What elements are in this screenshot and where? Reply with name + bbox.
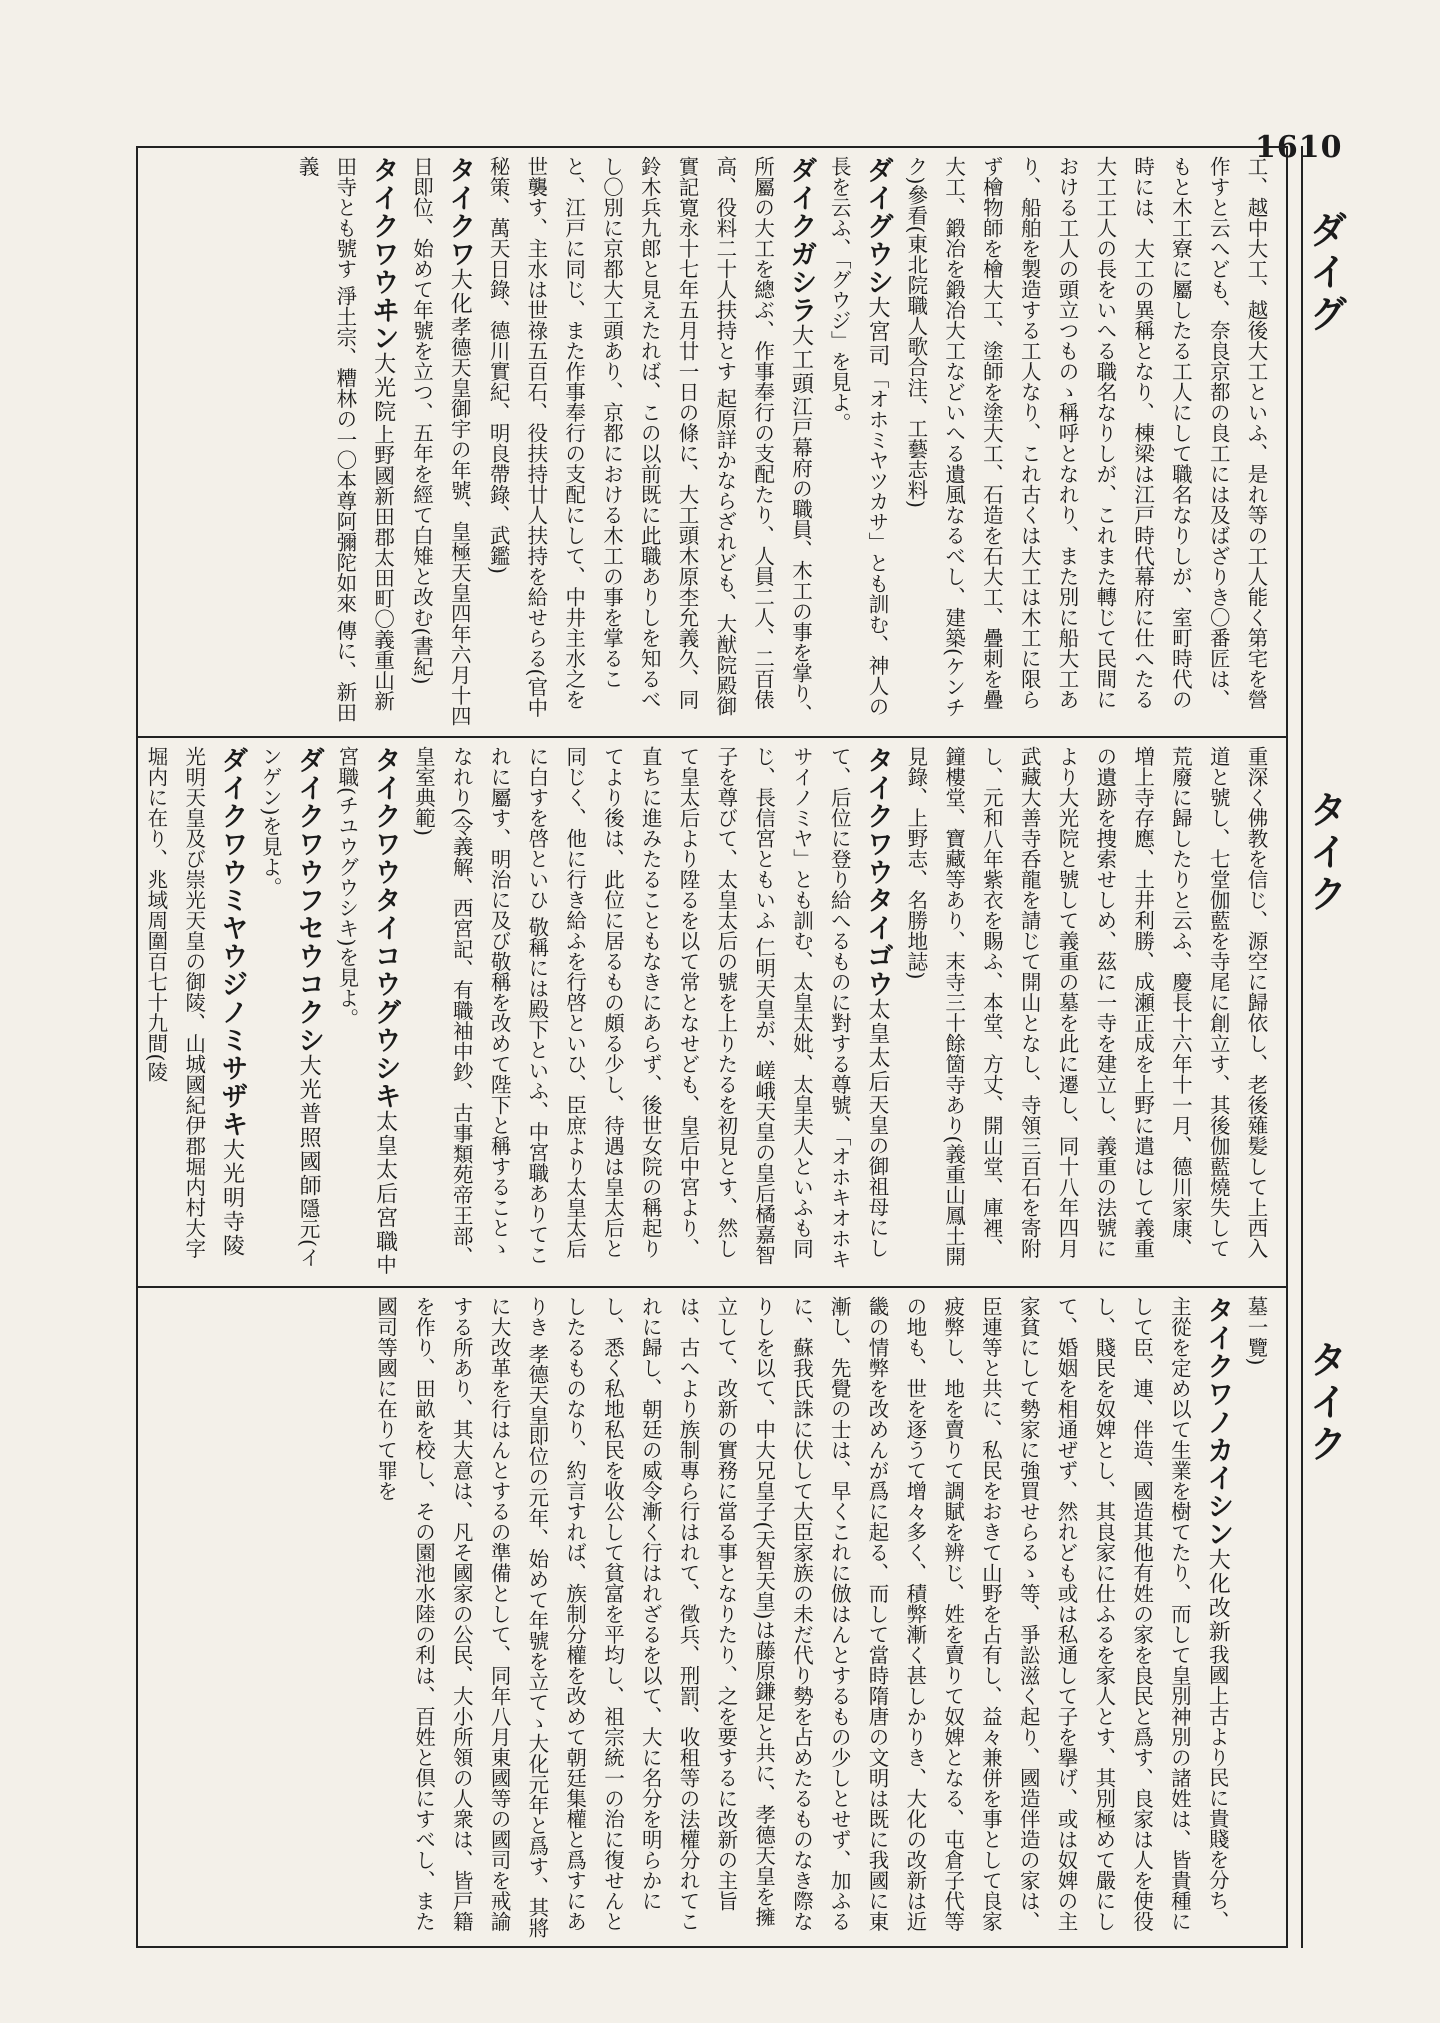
entry-taikwanokaishin bbox=[366, 1296, 1236, 1940]
entry-continuation bbox=[896, 746, 1274, 1278]
entry-kanji: 大光明寺陵 bbox=[219, 1138, 245, 1258]
entry-kanji: 大光普照國師 bbox=[296, 1054, 322, 1198]
entry-headword: ダイクワウフセウコクシ bbox=[293, 746, 325, 1054]
entry-headword: タイクワウタイゴウ bbox=[862, 746, 894, 998]
entry-kanji: 大宮司 bbox=[865, 296, 891, 368]
entry-headword: タイクワウタイコウグウシキ bbox=[369, 746, 401, 1110]
running-head-3: タイク bbox=[1303, 1340, 1347, 1466]
entry-body: 「オホミヤツカサ」とも訓む、神人の長を云ふ、「グウジ」を見よ。 bbox=[827, 156, 890, 717]
entry-body: 光明天皇及び崇光天皇の御陵、山城國紀伊郡堀内村大字堀内に在り、兆域周圍百七十九間(陵 bbox=[144, 746, 206, 1259]
section-divider-2 bbox=[136, 1286, 1288, 1288]
entry-daikugashira bbox=[478, 156, 819, 728]
entry-kanji: 大化改新 bbox=[1205, 1548, 1231, 1644]
entry-headword: タイクワウヰン bbox=[367, 156, 399, 352]
running-head-column-divider bbox=[1301, 146, 1303, 1948]
section-top bbox=[144, 150, 1280, 734]
entry-kanji: 大工頭 bbox=[788, 324, 814, 396]
entry-body: 重深く佛教を信じ、源空に歸依し、老後薙髪して上西入道と號し、七堂伽藍を寺尾に創立す、其後伽藍燒失して荒廢に歸したりと云ふ、慶長十六年十一月、德川家康、増上寺存應、土井利勝、成瀬正成を上野に遣はして義重の遺跡を捜索せしめ、茲に一寺を建立し、義重の法號により大光院と號して義重の墓を此に遷し、同十八年四月武藏大善寺呑龍を請じて開山となし、寺領三百石を寄附し、元和八年紫衣を賜ふ、本堂、方丈、開山堂、庫裡、鐘樓堂、寶藏等あり、末寺三十餘箇寺あり(義重山鳳土開見錄、上野志、名勝地誌) bbox=[903, 746, 1268, 1267]
entry-daiguushi bbox=[819, 156, 896, 728]
running-head-2: タイク bbox=[1303, 790, 1347, 916]
entry-body: 我國上古より民に貴賤を分ち、主從を定め以て生業を樹てたり、而して皇別神別の諸姓は、皆貴種にして臣、連、伴造、國造其他有姓の家を良民と爲す、良家は人を使役し、賤民を奴婢とし、其良家に仕ふるを家人とす、其別極めて嚴にして、婚姻を相通ぜず、然れども或は私通して子を擧げ、或は奴婢の主家貧にして勢家に強買せらるゝ等、爭訟滋く起り、國造伴造の家は、臣連等と共に、私民をおきて山野を占有し、益々兼併を事として良家疲弊し、地を賣りて調賦を辨じ、姓を賣りて奴婢となる、屯倉子代等の地も、世を逐うて增々多く、積弊漸く甚しかりき、大化の改新は近畿の情弊を改めんが爲に起る、而して當時隋唐の文明は既に我國に東漸し、先覺の士は、早くこれに倣はんとするもの少しとせず、加ふるに、蘇我氏誅に伏して大臣家族の未だ代り勢を占めたるものなき際なりしを以て、中大兄皇子(天智天皇)は藤原鎌足と共に、孝德天皇を擁立して、改新の實務に當る事となりたり、之を要するに改新の主旨は、古へより族制專ら行はれて、徵兵、刑罰、收租等の法權分れてこれに歸し、朝廷の威令漸く行はれざるを以て、大に名分を明らかにし、悉く私地私民を收公して貧富を平均し、祖宗統一の治に復せんとしたるものなり、約言すれば、族制分權を改めて朝廷集權と爲すにありき 孝德天皇即位の元年、始めて年號を立てゝ大化元年と爲す、其將に大改革を行はんとするの準備として、同年八月東國等の國司を戒諭する所あり、其大意は、凡そ國家の公民、大小所領の人衆は、皆戸籍を作り、田畝を校し、その園池水陸の利は、百姓と倶にすべし、また國司等國に在りて罪を bbox=[373, 1296, 1230, 1939]
entry-body: 江戸幕府の職員、木工の事を掌り、所屬の大工を總ぶ、作事奉行の支配たり、人員二人、二百俵高、役料二十人扶持とす 起原詳かならざれども、大猷院殿御實記寛永十七年五月廿一日の條に、大工頭木原杢允義久、同鈴木兵九郎と見えたれば、この以前既に此職ありしを知るべし〇別に京都大工頭あり、京都における木工の事を掌ること、江戸に同じ、また作事奉行の支配にして、中井主水之を世襲す、主水は世祿五百石、役扶持廿人扶持を給せらる(官中秘策、萬天日錄、德川實紀、明良帶錄、武鑑) bbox=[486, 156, 813, 724]
entry-daikwaufuseukokushi bbox=[250, 746, 327, 1278]
entry-body: 中宮職(チユウグウシキ)を見よ。 bbox=[334, 746, 397, 1275]
entry-kanji: 太皇太后宮職 bbox=[372, 1110, 398, 1254]
entry-taikwauin bbox=[287, 156, 401, 728]
entry-body: 墓一覽) bbox=[1244, 1296, 1268, 1366]
entry-headword: タイクワノカイシン bbox=[1202, 1296, 1234, 1548]
entry-kanji: 太皇太后 bbox=[865, 998, 891, 1094]
entry-daikwaumyaujinomisasagi bbox=[144, 746, 250, 1278]
entry-taikwautaigou bbox=[404, 746, 896, 1278]
entry-continuation bbox=[896, 156, 1274, 728]
entry-body: 天皇の御祖母にして、后位に登り給へるものに對する尊號、「オホキオホキサイノミヤ」とも訓む、太皇太妣、太皇夫人といふも同じ、長信宮ともいふ 仁明天皇が、嵯峨天皇の皇后橘嘉智子を尊びて、太皇太后の號を上りたるを初見とす、然して皇太后より陞るを以て常となせども、皇后中宮より、直ちに進みたることもなきにあらず、後世女院の稱起りてより後は、此位に居るもの頗る少し、待遇は皇太后と同じく、他に行き給ふを行啓といひ、臣庶より太皇太后に白すを啓といひ 敬稱には殿下といふ、中宮職ありてこれに屬す、明治に及び敬稱を改めて陛下と稱することゝなれり(令義解、西宮記、有職袖中鈔、古事類苑帝王部、皇室典範) bbox=[411, 746, 890, 1269]
section-divider-1 bbox=[136, 736, 1288, 738]
entry-body: 隱元(インゲン)を見よ。 bbox=[258, 746, 321, 1268]
entry-continuation bbox=[1236, 1296, 1274, 1366]
page-number: 1610 bbox=[1255, 130, 1343, 165]
entry-headword: タイクワ bbox=[444, 156, 476, 268]
entry-kanji: 大化 bbox=[447, 268, 473, 316]
entry-body: 孝德天皇御宇の年號、皇極天皇四年六月十四日即位、始めて年號を立つ、五年を經て白雉と改む(書紀) bbox=[409, 156, 472, 726]
entry-headword: ダイクワウミヤウジノミサザキ bbox=[216, 746, 248, 1138]
section-middle bbox=[144, 740, 1280, 1284]
entry-kanji: 大光院 bbox=[370, 352, 396, 424]
entry-headword: ダイグウシ bbox=[862, 156, 894, 296]
running-head-1: ダイグ bbox=[1303, 210, 1347, 336]
entry-taikwautaikougushiki bbox=[327, 746, 404, 1278]
section-bottom bbox=[144, 1290, 1280, 1946]
entry-taikwa bbox=[402, 156, 479, 728]
entry-body: 上野國新田郡太田町〇義重山新田寺とも號す 淨土宗、糟林の一〇本尊阿彌陀如來 傳に、新田義 bbox=[295, 156, 395, 723]
entry-headword: ダイクガシラ bbox=[785, 156, 817, 324]
entry-body: 工、越中大工、越後大工といふ、是れ等の工人能く第宅を營作すと云へども、奈良京都の良工には及ばざりき〇番匠は、もと木工寮に屬したる工人にして職名なりしが、室町時代の時には、大工の異稱となり、棟梁は江戸時代幕府に仕へたる大工工人の長をいへる職名なりしが、これまた轉じて民間における工人の頭立つものゝ稱呼となれり、また別に船大工あり、船舶を製造する工人なり、これ古くは大工は木工に限らず檜物師を檜大工、塗師を塗大工、石造を石大工、疊刺を疊大工、鍛冶を鍛冶大工などいへる遺風なるべし、建築(ケンチク)參看(東北院職人歌合注、工藝志料) bbox=[903, 156, 1268, 718]
